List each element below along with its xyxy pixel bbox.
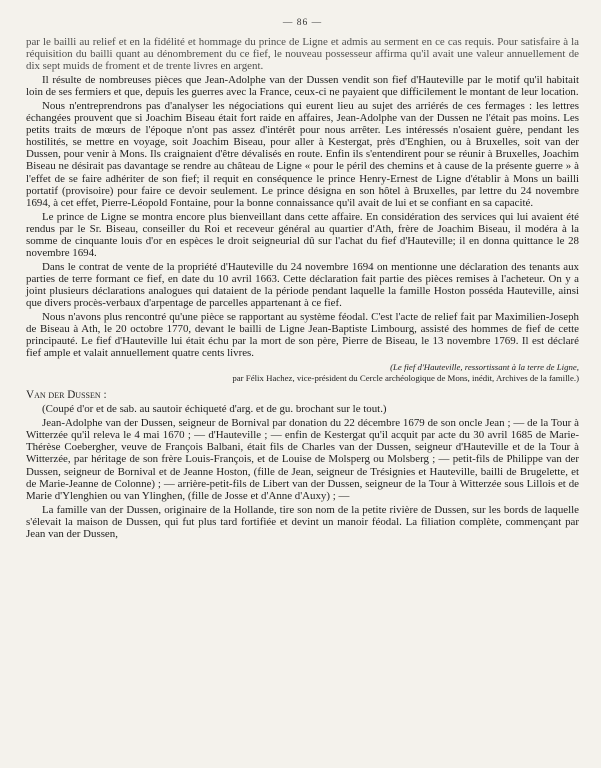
source-author: par Félix Hachez, vice-président du Cercle archéologique de Mons, inédit, Archives de la famille.) [232,373,579,384]
paragraph: Le prince de Ligne se montra encore plus bienveillant dans cette affaire. En considération des services qui lui avaient été rendus par le Sr. Biseau, conseiller du Roi et receveur général au quartier d'Ath, frère de Joachim Biseau, il modéra à la somme de cinquante louis d'or en espèces le droit seigneurial dû sur l'achat du fief d'Hauteville; il en donna quittance le 28 novembre 1694. [26,210,579,259]
paragraph: Dans le contrat de vente de la propriété d'Hauteville du 24 novembre 1694 on mentionne une déclaration des tenants aux parties de terre formant ce fief, en date du 10 avril 1663. Cette déclaration fait partie des pièces remises à l'acheteur. On y a joint plusieurs déclarations analogues qui dataient de la période pendant laquelle la famille Hoston posséda Hauteville, ainsi que divers procès-verbaux d'arpentage de parcelles appartenant à ce fief. [26,260,579,309]
heraldry-description: (Coupé d'or et de sab. au sautoir échiqueté d'arg. et de gu. brochant sur le tout.) [42,403,387,416]
body-text [26,36,579,540]
paragraph: Nous n'entreprendrons pas d'analyser les négociations qui eurent lieu au sujet des arriérés de ces fermages : les lettres échangées prouvent que si Joachim Biseau était fort raide en affaires, Jean-Adolphe van der Dussen ne l'était pas moins. Les petits traits de mœurs de l'époque n'ont pas assez d'intérêt pour nous arrêter. Les intéressés n'osaient guère, pendant les hostilités, se mettre en voyage, soit Joachim Biseau, pour aller à Kestergat, près d'Enghien, ou à Bruxelles, soit van der Dussen, pour venir à Mons. Ils craignaient d'être dévalisés en route. Enfin ils s'entendirent pour se réunir à Bruxelles, Joachim Biseau ne désirait pas davantage se rendre au château de Ligne « pour le péril des chemins et à cause de la présente guerre » à l'effet de se faire adhériter de son fief; il requit en conséquence le prince Henry-Ernest de Ligne d'établir à Mons un bailli portatif (provisoire) pour faire ce devoir seulement. Le prince désigna en son hôtel à Bruxelles, par lettre du 24 novembre 1694, à cet effet, Pierre-Léopold Fontaine, pour la bonne connaissance qu'il avait de lui et se confiant en sa capacité. [26,100,579,209]
paragraph: Il résulte de nombreuses pièces que Jean-Adolphe van der Dussen vendit son fief d'Hauteville par le motif qu'il habitait loin de ses fermiers et que, depuis les guerres avec la France, ceux-ci ne payaient que difficilement le montant de leur location. [26,74,579,99]
page-number: — 86 — [282,18,323,28]
paragraph: La famille van der Dussen, originaire de la Hollande, tire son nom de la petite rivière de Dussen, sur les bords de laquelle s'élevait la maison de Dussen, qui fut plus tard fortifiée et devint un manoir féodal. La filiation complète, commençant par Jean van der Dussen, [26,503,579,540]
source-title: (Le fief d'Hauteville, ressortissant à la terre de Ligne, [390,362,579,373]
section-heading: Van der Dussen : [26,389,107,402]
paragraph: Nous n'avons plus rencontré qu'une pièce se rapportant au système féodal. C'est l'acte de relief fait par Maximilien-Joseph de Biseau à Ath, le 20 octobre 1770, devant le bailli de Ligne Jean-Baptiste Limbourg, assisté des hommes de fief de cette principauté. Le fief d'Hauteville lui était échu par la mort de son père, Pierre de Biseau, le 13 novembre 1769. Il est déclaré fief ample et valait annuellement quatre cents livres. [26,311,579,360]
paragraph: Jean-Adolphe van der Dussen, seigneur de Bornival par donation du 22 décembre 1679 de son oncle Jean ; — de la Tour à Witterzée qu'il releva le 4 mai 1670 ; — d'Hauteville ; — enfin de Kestergat qu'il acquit par acte du 30 avril 1685 de Marie-Thérèse Coebergher, veuve de François Balbani, était fils de Charles van der Dussen, seigneur d'Hauteville et de la Tour à Witterzée, par héritage de son frère Louis-François, et de Louise de Molsperg ou Molsberg ; — petit-fils de Philippe van der Dussen, seigneur de Bornival et de Jeanne Hoston, (fille de Jean, seigneur de Trésignies et Hauteville, bailli de Brugelette, et de Marie-Jeanne de Colonne) ; — arrière-petit-fils de Libert van der Dussen, seigneur de la Tour à Witterzée sous Lillois et de Marie d'Ylenghien ou van Ylinghen, (fille de Josse et d'Anne d'Auxy) ; — [26,417,579,502]
paragraph: par le bailli au relief et en la fidélité et hommage du prince de Ligne et admis au serment en ce cas requis. Pour satisfaire à la réquisition du bailli quant au dénombrement du ce fief, le nouveau possesseur affirma qu'il avait une valeur annuellement de dix sept muids de froment et de trente livres en argent. [26,36,579,73]
source-citation [26,362,579,384]
